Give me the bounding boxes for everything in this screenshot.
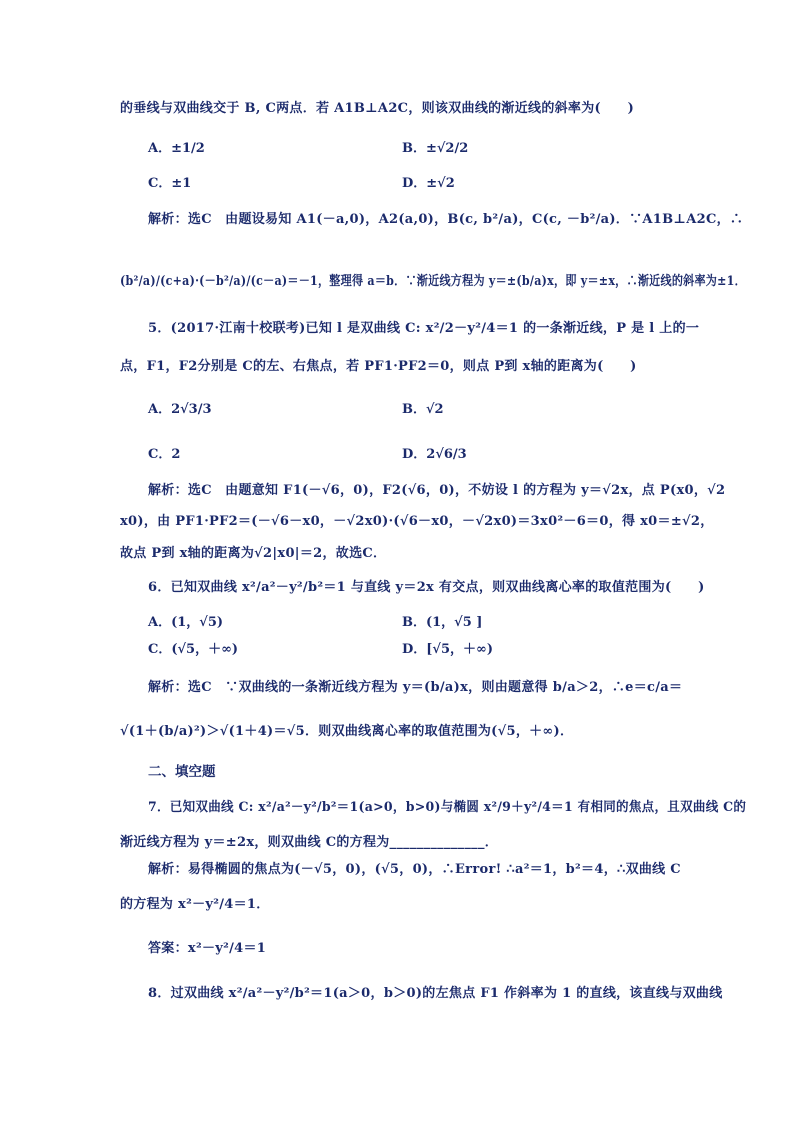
q4-stem-line: 的垂线与双曲线交于 B, C两点．若 A1B⊥A2C，则该双曲线的渐近线的斜率为( ) xyxy=(120,101,635,116)
q5-option-d: D．2√6/3 xyxy=(402,447,467,462)
q5-option-c: C．2 xyxy=(148,447,181,462)
q6-solution-line-2: √(1＋(b/a)²)＞√(1＋4)＝√5．则双曲线离心率的取值范围为(√5，＋∞)． xyxy=(120,724,574,739)
q5-solution-line-3: 故点 P到 x轴的距离为√2|x0|＝2，故选C． xyxy=(120,546,387,561)
q4-option-d: D．±√2 xyxy=(402,176,455,191)
q6-option-c: C．(√5，＋∞) xyxy=(148,642,239,657)
q6-option-a: A．(1，√5) xyxy=(148,615,224,630)
q5-solution-line-1: 解析：选C 由题意知 F1(－√6，0)，F2(√6，0)，不妨设 l 的方程为 y＝√2x，点 P(x0，√2 xyxy=(148,483,726,498)
section-heading-fill-in: 二、填空题 xyxy=(148,764,216,780)
q6-solution-line-1: 解析：选C ∵双曲线的一条渐近线方程为 y＝(b/a)x，则由题意得 b/a＞2，∴e＝c/a＝ xyxy=(148,680,683,695)
q6-stem: 6．已知双曲线 x²/a²－y²/b²＝1 与直线 y＝2x 有交点，则双曲线离心率的取值范围为( ) xyxy=(148,580,705,595)
q4-option-c: C．±1 xyxy=(148,176,192,191)
q5-option-b: B．√2 xyxy=(402,402,444,417)
q4-option-a: A．±1/2 xyxy=(148,141,205,156)
q7-stem-line-2: 渐近线方程为 y＝±2x，则双曲线 C的方程为______________． xyxy=(120,835,499,850)
q7-solution-line-2: 的方程为 x²－y²/4＝1． xyxy=(120,897,270,912)
q7-stem-line-1: 7．已知双曲线 C: x²/a²－y²/b²＝1(a>0，b>0)与椭圆 x²/9＋y²/4＝1 有相同的焦点，且双曲线 C的 xyxy=(148,800,747,815)
q4-solution-line-2: (b²/a)/(c+a)·(－b²/a)/(c－a)＝－1，整理得 a＝b．∵渐近线方程为 y＝±(b/a)x，即 y＝±x，∴渐近线的斜率为±1． xyxy=(120,274,746,289)
q4-option-b: B．±√2/2 xyxy=(402,141,469,156)
q7-solution-line-1: 解析：易得椭圆的焦点为(－√5，0)，(√5，0)，∴Error! ∴a²＝1，b²＝4，∴双曲线 C xyxy=(148,862,681,877)
q4-solution-line-1: 解析：选C 由题设易知 A1(－a,0)，A2(a,0)，B(c, b²/a)，C(c, －b²/a)．∵A1B⊥A2C，∴ xyxy=(148,212,744,227)
q6-option-b: B．(1，√5 ] xyxy=(402,615,483,630)
q6-option-d: D．[√5，＋∞) xyxy=(402,642,493,657)
q5-stem-line-2: 点，F1，F2分别是 C的左、右焦点，若 PF1·PF2＝0，则点 P到 x轴的距离为( ) xyxy=(120,359,637,374)
q5-stem-line-1: 5．(2017·江南十校联考)已知 l 是双曲线 C: x²/2－y²/4＝1 的一条渐近线，P 是 l 上的一 xyxy=(148,321,700,336)
q7-answer: 答案：x²－y²/4＝1 xyxy=(148,941,267,956)
q8-stem: 8．过双曲线 x²/a²－y²/b²＝1(a＞0，b＞0)的左焦点 F1 作斜率为 1 的直线，该直线与双曲线 xyxy=(148,986,723,1001)
q5-option-a: A．2√3/3 xyxy=(148,402,212,417)
q5-solution-line-2: x0)，由 PF1·PF2＝(－√6－x0，－√2x0)·(√6－x0，－√2x0)＝3x0²－6＝0，得 x0＝±√2， xyxy=(120,514,714,529)
